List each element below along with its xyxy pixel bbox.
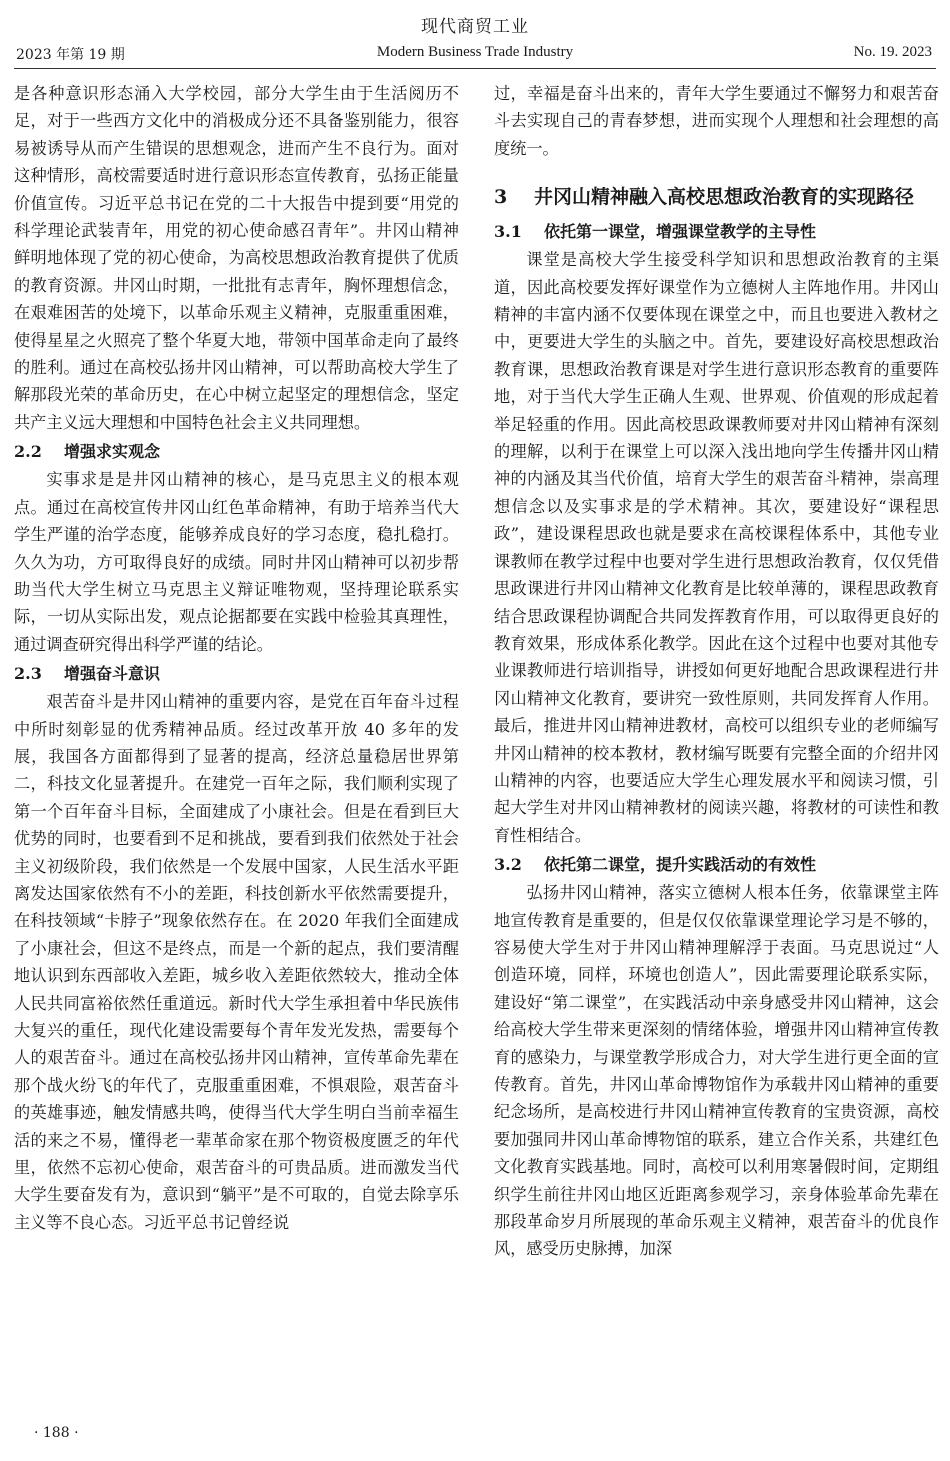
section-3-heading bbox=[494, 182, 939, 212]
section-number: 2.2 bbox=[14, 442, 42, 462]
paragraph-3-1: 课堂是高校大学生接受科学知识和思想政治教育的主渠道，因此高校要发挥好课堂作为立德树人主阵地作用。井冈山精神的丰富内涵不仅要体现在课堂之中，而且也要进入教材之中，更要进大学生的头脑之中。首先，要建设好高校思想政治教育课，思想政治教育课是对学生进行意识形态教育的重要阵地，对于当代大学生正确人生观、世界观、价值观的形成起着举足轻重的作用。因此高校思政课教师要对井冈山精神有深刻的理解，以利于在课堂上可以深入浅出地向学生传播井冈山精神的内涵及其当代价值，培育大学生的艰苦奋斗精神，崇高理想信念以及实事求是的学术精神。其次，要建设好“课程思政”，建设课程思政也就是要求在高校课程体系中，其他专业课教师在教学过程中也要对学生进行思想政治教育，仅仅凭借思政课进行井冈山精神文化教育是比较单薄的，课程思政教育结合思政课程协调配合共同发挥教育作用，可以取得更良好的教育效果，形成体系化教学。因此在这个过程中也要对其他专业课教师进行培训指导，讲授如何更好地配合思政课程进行井冈山精神文化教育，要讲究一致性原则，共同发挥育人作用。最后，推进井冈山精神进教材，高校可以组织专业的老师编写井冈山精神的校本教材，教材编写既要有完整全面的介绍井冈山精神的内容，也要适应大学生心理发展水平和阅读习惯，引起大学生对井冈山精神教材的阅读兴趣，将教材的可读性和教育性相结合。 bbox=[494, 250, 939, 845]
paragraph-continued: 过，幸福是奋斗出来的，青年大学生要通过不懈努力和艰苦奋斗去实现自己的青春梦想，进而实现个人理想和社会理想的高度统一。 bbox=[494, 84, 939, 158]
paragraph-2-3: 艰苦奋斗是井冈山精神的重要内容，是党在百年奋斗过程中所时刻彰显的优秀精神品质。经过改革开放 40 多年的发展，我国各方面都得到了显著的提高，经济总量稳居世界第二，科技文化显著提升。在建党一百年之际，我们顺利实现了第一个百年奋斗目标，全面建成了小康社会。但是在看到巨大优势的同时，也要看到不足和挑战，要看到我们依然处于社会主义初级阶段，我们依然是一个发展中国家，人民生活水平距离发达国家依然有不小的差距，科技创新水平依然需要提升，在科技领域“卡脖子”现象依然存在。在 2020 年我们全面建成了小康社会，但这不是终点，而是一个新的起点，我们要清醒地认识到东西部收入差距，城乡收入差距依然较大，推动全体人民共同富裕依然任重道远。新时代大学生承担着中华民族伟大复兴的重任，现代化建设需要每个青年发光发热，需要每个人的艰苦奋斗。通过在高校弘扬井冈山精神，宣传革命先辈在那个战火纷飞的年代了，克服重重困难，不惧艰险，艰苦奋斗的英雄事迹，触发情感共鸣，使得当代大学生明白当前幸福生活的来之不易，懂得老一辈革命家在那个物资极度匮乏的年代里，依然不忘初心使命，艰苦奋斗的可贵品质。进而激发当代大学生要奋发有为，意识到“躺平”是不可取的，自觉去除享乐主义等不良心态。习近平总书记曾经说 bbox=[14, 692, 459, 1232]
section-number: 3 bbox=[494, 186, 508, 209]
journal-english-title: Modern Business Trade Industry bbox=[376, 44, 574, 60]
section-number: 2.3 bbox=[14, 664, 42, 684]
section-title: 增强奋斗意识 bbox=[64, 664, 161, 684]
section-number: 3.2 bbox=[494, 855, 522, 875]
section-2-3-heading bbox=[14, 660, 459, 688]
section-title: 井冈山精神融入高校思想政治教育的实现路径 bbox=[534, 186, 915, 209]
issue-number: No. 19. 2023 bbox=[853, 44, 932, 60]
issue-cn: 2023 年第 19 期 bbox=[16, 47, 125, 63]
paragraph-intro: 是各种意识形态涌入大学校园，部分大学生由于生活阅历不足，对于一些西方文化中的消极成分还不具备鉴别能力，很容易被诱导从而产生错误的思想观念，进而产生不良行为。面对这种情形，高校需要适时进行意识形态宣传教育，弘扬正能量价值宣传。习近平总书记在党的二十大报告中提到要“用党的科学理论武装青年，用党的初心使命感召青年”。井冈山精神鲜明地体现了党的初心使命，为高校思想政治教育提供了优质的教育资源。井冈山时期，一批批有志青年，胸怀理想信念，在艰难困苦的处境下，以革命乐观主义精神，克服重重困难，使得星星之火照亮了整个华夏大地，带领中国革命走向了最终的胜利。通过在高校弘扬井冈山精神，可以帮助高校大学生了解那段光荣的革命历史，在心中树立起坚定的理想信念，坚定共产主义远大理想和中国特色社会主义共同理想。 bbox=[14, 84, 459, 432]
section-title: 增强求实观念 bbox=[64, 442, 161, 462]
section-number: 3.1 bbox=[494, 222, 522, 242]
left-column bbox=[14, 80, 459, 1236]
section-title: 依托第二课堂，提升实践活动的有效性 bbox=[544, 855, 817, 875]
paragraph-2-2: 实事求是是井冈山精神的核心，是马克思主义的根本观点。通过在高校宣传井冈山红色革命精神，有助于培养当代大学生严谨的治学态度，能够养成良好的学习态度，稳扎稳打。久久为功，方可取得良好的成绩。同时井冈山精神可以初步帮助当代大学生树立马克思主义辩证唯物观，坚持理论联系实际，一切从实际出发，观点论据都要在实践中检验其真理性，通过调查研究得出科学严谨的结论。 bbox=[14, 470, 459, 654]
section-2-2-heading bbox=[14, 438, 459, 466]
section-title: 依托第一课堂，增强课堂教学的主导性 bbox=[544, 222, 817, 242]
right-column bbox=[494, 80, 939, 1263]
header-rule bbox=[14, 68, 936, 69]
page-number: · 188 · bbox=[34, 1425, 79, 1441]
paragraph-3-2: 弘扬井冈山精神，落实立德树人根本任务，依靠课堂主阵地宣传教育是重要的，但是仅仅依靠课堂理论学习是不够的，容易使大学生对于井冈山精神理解浮于表面。马克思说过“人创造环境，同样，环境也创造人”，因此需要理论联系实际，建设好“第二课堂”，在实践活动中亲身感受井冈山精神，这会给高校大学生带来更深刻的情绪体验，增强井冈山精神宣传教育的感染力，与课堂教学形成合力，对大学生进行更全面的宣传教育。首先，井冈山革命博物馆作为承载井冈山精神的重要纪念场所，是高校进行井冈山精神宣传教育的宝贵资源，高校要加强同井冈山革命博物馆的联系，建立合作关系，共建红色文化教育实践基地。同时，高校可以利用寒暑假时间，定期组织学生前往井冈山地区近距离参观学习，亲身体验革命先辈在那段革命岁月所展现的革命乐观主义精神，艰苦奋斗的优良作风，感受历史脉搏，加深 bbox=[494, 883, 939, 1259]
section-3-2-heading bbox=[494, 851, 939, 879]
section-3-1-heading bbox=[494, 218, 939, 246]
journal-title: 现代商贸工业 bbox=[421, 17, 529, 37]
